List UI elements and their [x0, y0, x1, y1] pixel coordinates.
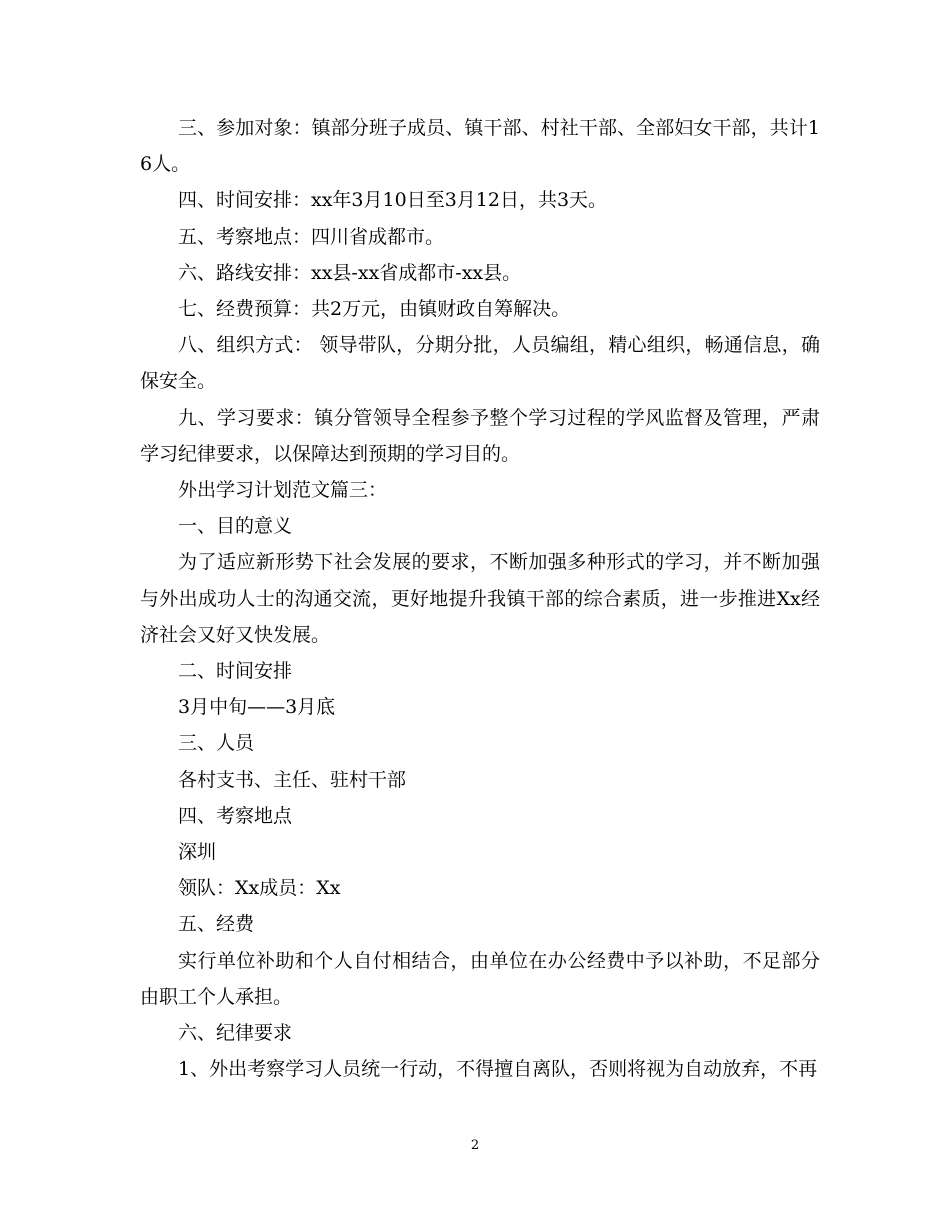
paragraph: 各村支书、主任、驻村干部: [178, 768, 407, 791]
paragraph: 六、路线安排：xx县-xx省成都市-xx县。: [178, 261, 522, 284]
paragraph: 3月中旬——3月底: [178, 696, 336, 719]
paragraph: 九、学习要求：镇分管领导全程参予整个学习过程的学风监督及管理，严肃学习纪律要求，以保障达到预期的学习目的。: [140, 406, 820, 465]
paragraph: 一、目的意义: [178, 515, 293, 538]
paragraph: 1、外出考察学习人员统一行动，不得擅自离队，否则将视为自动放弃，不再: [178, 1058, 818, 1081]
paragraph: 七、经费预算：共2万元，由镇财政自筹解决。: [178, 298, 571, 321]
paragraph: 三、人员: [178, 732, 255, 755]
paragraph: 领队：Xx成员：Xx: [178, 877, 341, 900]
paragraph: 二、时间安排: [178, 660, 293, 683]
paragraph: 五、经费: [178, 913, 255, 936]
paragraph: 六、纪律要求: [178, 1022, 293, 1045]
paragraph: 为了适应新形势下社会发展的要求，不断加强多种形式的学习，并不断加强与外出成功人士的沟通交流，更好地提升我镇干部的综合素质，进一步推进Xx经济社会又好又快发展。: [140, 551, 820, 646]
paragraph: 深圳: [178, 841, 217, 864]
paragraph: 四、考察地点: [178, 804, 293, 827]
paragraph: 实行单位补助和个人自付相结合，由单位在办公经费中予以补助，不足部分由职工个人承担。: [140, 949, 820, 1008]
document-body: [140, 110, 820, 1087]
paragraph: 外出学习计划范文篇三：: [178, 479, 388, 502]
paragraph: 五、考察地点：四川省成都市。: [178, 225, 445, 248]
paragraph: 三、参加对象：镇部分班子成员、镇干部、村社干部、全部妇女干部，共计16人。: [140, 117, 820, 176]
page-number: 2: [470, 1138, 480, 1153]
paragraph: 八、组织方式： 领导带队，分期分批，人员编组，精心组织，畅通信息，确保安全。: [140, 334, 820, 393]
paragraph: 四、时间安排：xx年3月10日至3月12日，共3天。: [178, 189, 608, 212]
